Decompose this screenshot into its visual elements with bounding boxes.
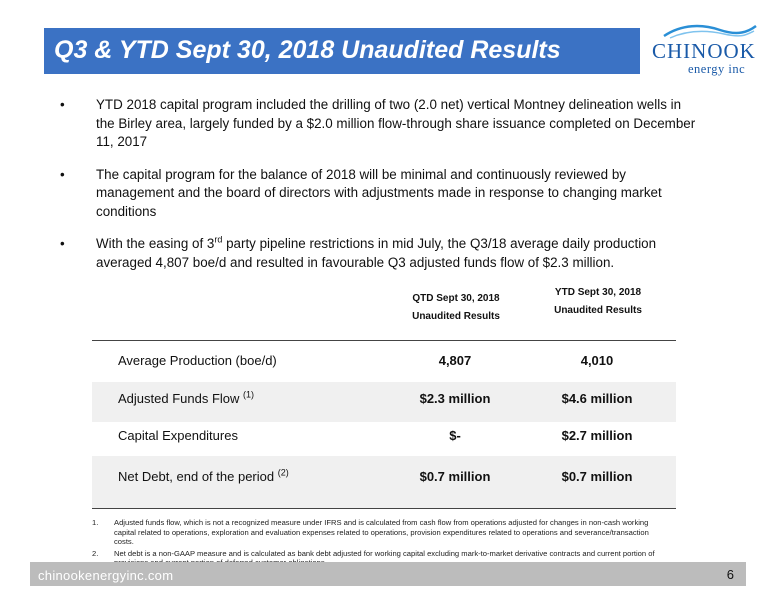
footer-url: chinookenergyinc.com xyxy=(38,568,174,583)
bullet-text xyxy=(96,236,656,270)
logo-subtitle: energy inc xyxy=(688,62,746,76)
bullet-item xyxy=(60,96,700,152)
qtd-value: 4,807 xyxy=(438,353,472,368)
table-bottom-rule xyxy=(92,508,676,509)
table-row xyxy=(92,382,676,422)
row-label: Average Production (boe/d) xyxy=(118,353,277,368)
bullet-item xyxy=(60,166,700,222)
wave-icon xyxy=(662,22,758,40)
table-row xyxy=(92,456,676,508)
row-label: Net Debt, end of the period $^{(2)}$ xyxy=(118,467,289,484)
table-row xyxy=(92,341,676,382)
bullet-list xyxy=(60,96,700,286)
footnote-text: Net debt is a non-GAAP measure and is calculated as bank debt adjusted for working capital excluding mark-to-market derivative contracts and current portion of xyxy=(114,548,655,558)
footnote-number: 1. xyxy=(92,518,99,527)
ytd-column-header xyxy=(546,286,650,318)
page-title: Q3 & YTD Sept 30, 2018 Unaudited Results xyxy=(54,36,561,64)
page-number: 6 xyxy=(726,567,734,582)
bullet-text: YTD 2018 capital program included the drilling of two (2.0 net) vertical Montney delineation wells in the Birley area, largely funded by a $2.0 million flow-through share issuance completed on December 11, 2017 xyxy=(96,97,696,149)
bullet-marker: • xyxy=(60,97,65,112)
ytd-value: $4.6 million xyxy=(561,391,633,406)
ytd-value: 4,010 xyxy=(580,353,614,368)
bullet-marker: • xyxy=(60,236,65,251)
title-bar xyxy=(44,28,640,74)
ytd-header-subtitle: Unaudited Results xyxy=(554,305,642,316)
footer-bar xyxy=(30,562,746,586)
footnote xyxy=(92,518,662,547)
qtd-value: $2.3 million xyxy=(419,391,491,406)
footnote-number: 2. xyxy=(92,548,99,558)
company-logo xyxy=(648,22,766,78)
ordinal-superscript: rd xyxy=(214,234,223,245)
ytd-value: $2.7 million xyxy=(561,428,633,443)
bullet-text-end: party pipeline restrictions in mid July, the Q3/18 average daily production averaged 4,807 boe/d and resulted in favourable Q3 adjusted funds flow of $2.3 million. xyxy=(96,236,657,270)
qtd-header-subtitle: Unaudited Results xyxy=(412,311,500,322)
qtd-header-title: QTD Sept 30, 2018 xyxy=(412,293,500,304)
qtd-value: $0.7 million xyxy=(419,469,491,484)
ytd-value: $0.7 million xyxy=(561,469,633,484)
bullet-marker: • xyxy=(60,166,65,182)
bullet-text: The capital program for the balance of 2018 will be minimal and continuously reviewed by management and the board of directors with adjustments made in response to changing market conditions xyxy=(96,166,662,219)
row-label: Capital Expenditures xyxy=(118,428,238,443)
qtd-value: $- xyxy=(449,428,461,443)
logo-name: CHINOOK xyxy=(652,39,756,63)
qtd-column-header xyxy=(404,292,508,324)
ytd-header-title: YTD Sept 30, 2018 xyxy=(554,287,642,298)
table-row xyxy=(92,422,676,456)
row-label: Adjusted Funds Flow $^{(1)}$ xyxy=(118,389,255,406)
bullet-text-start: With the easing of 3 xyxy=(96,236,215,251)
footnote-text: Adjusted funds flow, which is not a recognized measure under IFRS and is calculated from cash flow from operations adjusted for changes in non-cash working capital related to operations, exploration and evaluation expenses related to operations, provision expenditures related to operations and severance/transaction costs. xyxy=(114,518,649,547)
bullet-item xyxy=(60,235,700,272)
